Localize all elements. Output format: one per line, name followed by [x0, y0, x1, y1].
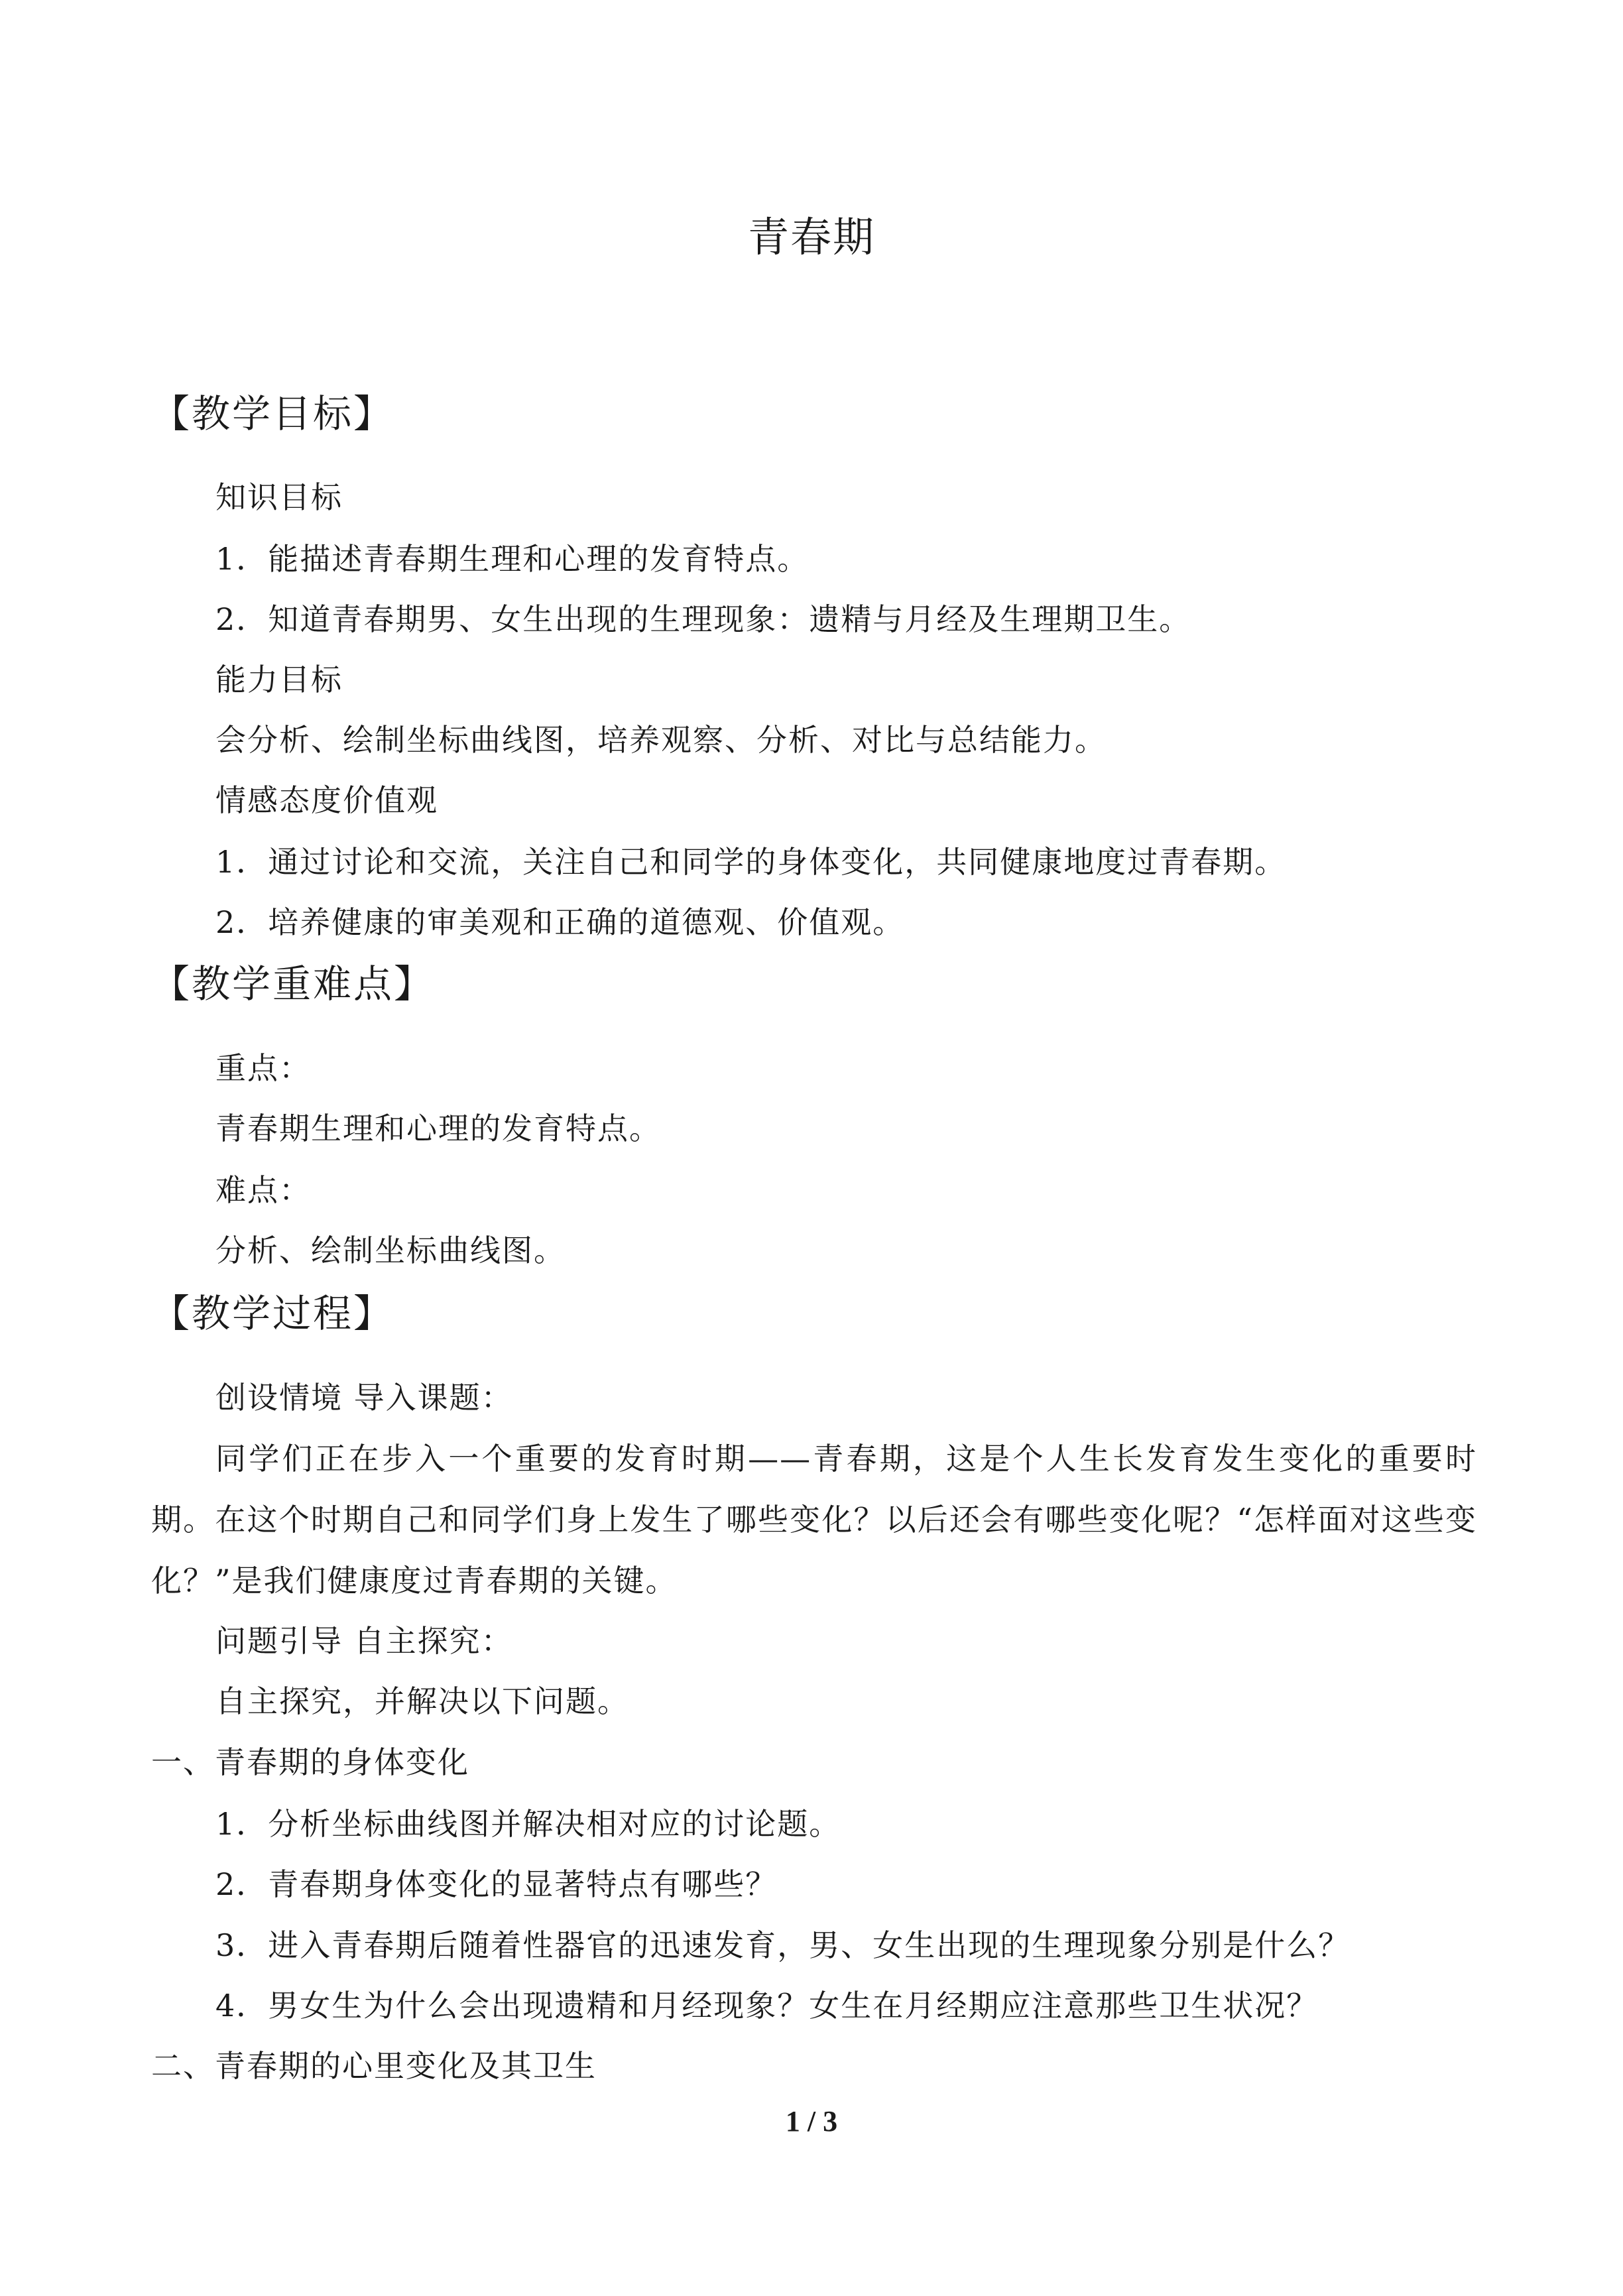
objectives-heading: 【教学目标】	[151, 391, 394, 436]
difficult-point-label: 难点：	[215, 1172, 311, 1208]
emotion-objectives-label: 情感态度价值观	[215, 782, 438, 818]
ability-objectives-label: 能力目标	[215, 662, 343, 697]
knowledge-objective-2: 2．知道青春期男、女生出现的生理现象：遗精与月经及生理期卫生。	[215, 601, 1191, 637]
part1-question-4: 4．男女生为什么会出现遗精和月经现象？女生在月经期应注意那些卫生状况？	[215, 1988, 1319, 2024]
knowledge-objectives-label: 知识目标	[215, 479, 343, 515]
part1-question-1: 1．分析坐标曲线图并解决相对应的讨论题。	[215, 1806, 841, 1842]
emotion-objective-1: 1．通过讨论和交流，关注自己和同学的身体变化，共同健康地度过青春期。	[215, 844, 1287, 880]
part1-question-3: 3．进入青春期后随着性器官的迅速发育，男、女生出现的生理现象分别是什么？	[215, 1927, 1351, 1963]
ability-objective-1: 会分析、绘制坐标曲线图，培养观察、分析、对比与总结能力。	[215, 722, 1107, 758]
key-point-text: 青春期生理和心理的发育特点。	[215, 1111, 661, 1146]
document-title: 青春期	[747, 213, 875, 261]
intro-paragraph: 同学们正在步入一个重要的发育时期——青春期，这是个人生长发育发生变化的重要时期。在这个时期自己和同学们身上发生了哪些变化？以后还会有哪些变化呢？“怎样面对这些变化？”是我们健康度过青春期的关键。	[151, 1441, 1477, 1599]
process-heading: 【教学过程】	[151, 1291, 394, 1336]
guide-text: 自主探究，并解决以下问题。	[215, 1683, 629, 1719]
key-point-label: 重点：	[215, 1050, 311, 1086]
difficult-point-text: 分析、绘制坐标曲线图。	[215, 1233, 566, 1268]
key-points-heading: 【教学重难点】	[151, 961, 435, 1006]
guide-label: 问题引导 自主探究：	[215, 1623, 513, 1659]
part1-title: 一、青春期的身体变化	[151, 1744, 469, 1780]
knowledge-objective-1: 1．能描述青春期生理和心理的发育特点。	[215, 541, 810, 577]
page-number: 1 / 3	[785, 2105, 838, 2138]
emotion-objective-2: 2．培养健康的审美观和正确的道德观、价值观。	[215, 904, 905, 940]
intro-label: 创设情境 导入课题：	[215, 1380, 513, 1416]
part2-title: 二、青春期的心里变化及其卫生	[151, 2048, 597, 2084]
part1-question-2: 2．青春期身体变化的显著特点有哪些？	[215, 1866, 778, 1902]
